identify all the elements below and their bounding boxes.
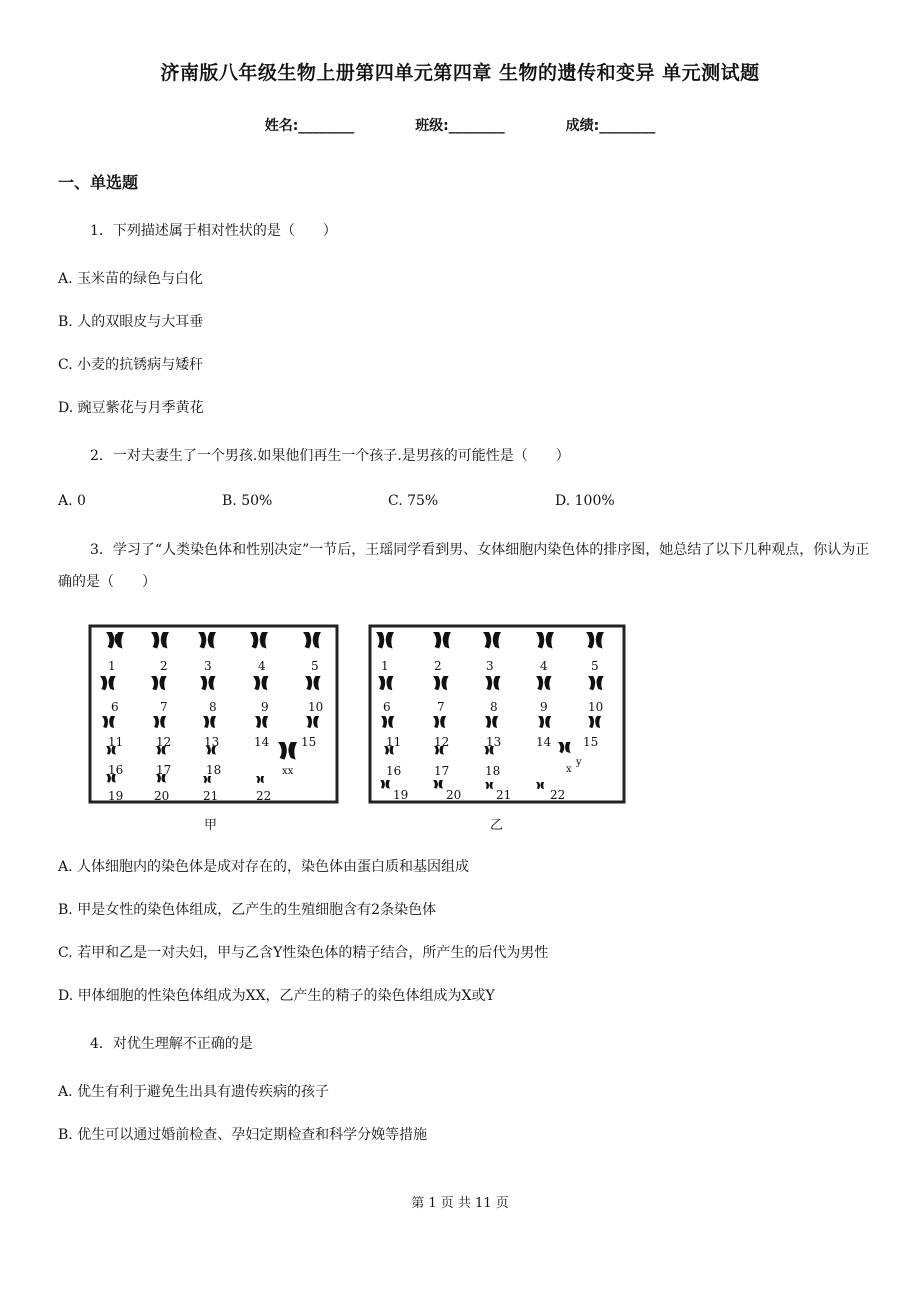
right-num-17: 17 bbox=[434, 764, 450, 778]
question-2-option-c[interactable]: C. 75% bbox=[388, 493, 439, 509]
page-title: 济南版八年级生物上册第四单元第四章 生物的遗传和变异 单元测试题 bbox=[160, 62, 760, 84]
right-num-11: 11 bbox=[386, 735, 402, 749]
right-num-19: 19 bbox=[393, 788, 409, 802]
right-num-20: 20 bbox=[446, 788, 462, 802]
question-2-option-b[interactable]: B. 50% bbox=[222, 493, 273, 509]
left-num-13: 13 bbox=[204, 735, 220, 749]
right-num-6: 6 bbox=[383, 700, 391, 714]
karyotype-figure bbox=[88, 624, 628, 839]
left-num-18: 18 bbox=[206, 763, 222, 777]
left-num-16: 16 bbox=[108, 763, 124, 777]
left-num-11: 11 bbox=[108, 735, 124, 749]
left-num-10: 10 bbox=[308, 700, 324, 714]
question-4-stem: 4．对优生理解不正确的是 bbox=[90, 1036, 253, 1052]
left-num-15: 15 bbox=[301, 735, 317, 749]
score-field[interactable]: 成绩:________ bbox=[565, 118, 656, 134]
student-info-line bbox=[0, 115, 920, 135]
question-4-option-b[interactable]: B. 优生可以通过婚前检查、孕妇定期检查和科学分娩等措施 bbox=[58, 1127, 428, 1143]
question-2-stem: 2．一对夫妻生了一个男孩.如果他们再生一个孩子.是男孩的可能性是（ ） bbox=[90, 448, 570, 464]
right-num-21: 21 bbox=[496, 788, 512, 802]
question-1-stem: 1．下列描述属于相对性状的是（ ） bbox=[90, 223, 337, 239]
left-num-17: 17 bbox=[156, 763, 172, 777]
left-num-21: 21 bbox=[203, 789, 219, 803]
right-num-1: 1 bbox=[381, 659, 389, 673]
question-2-option-a[interactable]: A. 0 bbox=[58, 493, 86, 509]
right-num-2: 2 bbox=[434, 659, 442, 673]
left-num-1: 1 bbox=[108, 659, 116, 673]
left-num-4: 4 bbox=[258, 659, 266, 673]
question-3-option-a[interactable]: A. 人体细胞内的染色体是成对存在的，染色体由蛋白质和基因组成 bbox=[58, 859, 470, 875]
right-num-8: 8 bbox=[490, 700, 498, 714]
left-num-19: 19 bbox=[108, 789, 124, 803]
left-num-12: 12 bbox=[156, 735, 172, 749]
question-1-option-b[interactable]: B. 人的双眼皮与大耳垂 bbox=[58, 314, 204, 330]
right-num-5: 5 bbox=[591, 659, 599, 673]
right-num-14: 14 bbox=[536, 735, 552, 749]
question-1-option-a[interactable]: A. 玉米苗的绿色与白化 bbox=[58, 271, 204, 287]
right-sex-y: y bbox=[576, 757, 582, 768]
question-3-option-d[interactable]: D. 甲体细胞的性染色体组成为XX，乙产生的精子的染色体组成为X或Y bbox=[58, 988, 495, 1004]
right-num-10: 10 bbox=[588, 700, 604, 714]
right-num-18: 18 bbox=[485, 764, 501, 778]
right-num-9: 9 bbox=[540, 700, 548, 714]
left-num-5: 5 bbox=[311, 659, 319, 673]
page-footer: 第 1 页 共 11 页 bbox=[411, 1196, 509, 1211]
name-field[interactable]: 姓名:________ bbox=[264, 118, 355, 134]
section-title: 一、单选题 bbox=[58, 173, 139, 192]
question-3-option-c[interactable]: C. 若甲和乙是一对夫妇，甲与乙含Y性染色体的精子结合，所产生的后代为男性 bbox=[58, 945, 549, 961]
chromosome-number-labels bbox=[108, 659, 603, 803]
left-num-6: 6 bbox=[111, 700, 119, 714]
question-3-option-b[interactable]: B. 甲是女性的染色体组成，乙产生的生殖细胞含有2条染色体 bbox=[58, 902, 437, 918]
male-caption: 乙 bbox=[490, 818, 504, 833]
right-sex-x: x bbox=[566, 764, 572, 775]
question-2-option-d[interactable]: D. 100% bbox=[555, 493, 615, 509]
left-num-7: 7 bbox=[160, 700, 168, 714]
left-num-3: 3 bbox=[204, 659, 212, 673]
right-num-16: 16 bbox=[386, 764, 402, 778]
class-field[interactable]: 班级:________ bbox=[415, 118, 505, 134]
left-num-20: 20 bbox=[154, 789, 170, 803]
question-1-option-d[interactable]: D. 豌豆紫花与月季黄花 bbox=[58, 400, 204, 416]
question-4-option-a[interactable]: A. 优生有利于避免生出具有遗传疾病的孩子 bbox=[58, 1084, 330, 1100]
right-num-4: 4 bbox=[540, 659, 548, 673]
right-num-7: 7 bbox=[437, 700, 445, 714]
right-num-12: 12 bbox=[434, 735, 450, 749]
left-num-22: 22 bbox=[256, 789, 272, 803]
right-num-13: 13 bbox=[486, 735, 502, 749]
left-num-9: 9 bbox=[261, 700, 269, 714]
left-num-2: 2 bbox=[160, 659, 168, 673]
question-1-option-c[interactable]: C. 小麦的抗锈病与矮秆 bbox=[58, 357, 204, 373]
right-num-22: 22 bbox=[550, 788, 566, 802]
left-num-8: 8 bbox=[209, 700, 217, 714]
female-caption: 甲 bbox=[204, 818, 218, 833]
question-3-stem: 3．学习了“人类染色体和性别决定”一节后，王瑶同学看到男、女体细胞内染色体的排序图，她总结了以下几种观点，你认为正确的是（ ） bbox=[58, 542, 870, 590]
left-sex-label: xx bbox=[282, 766, 294, 777]
right-num-3: 3 bbox=[486, 659, 494, 673]
left-num-14: 14 bbox=[254, 735, 270, 749]
right-num-15: 15 bbox=[583, 735, 599, 749]
